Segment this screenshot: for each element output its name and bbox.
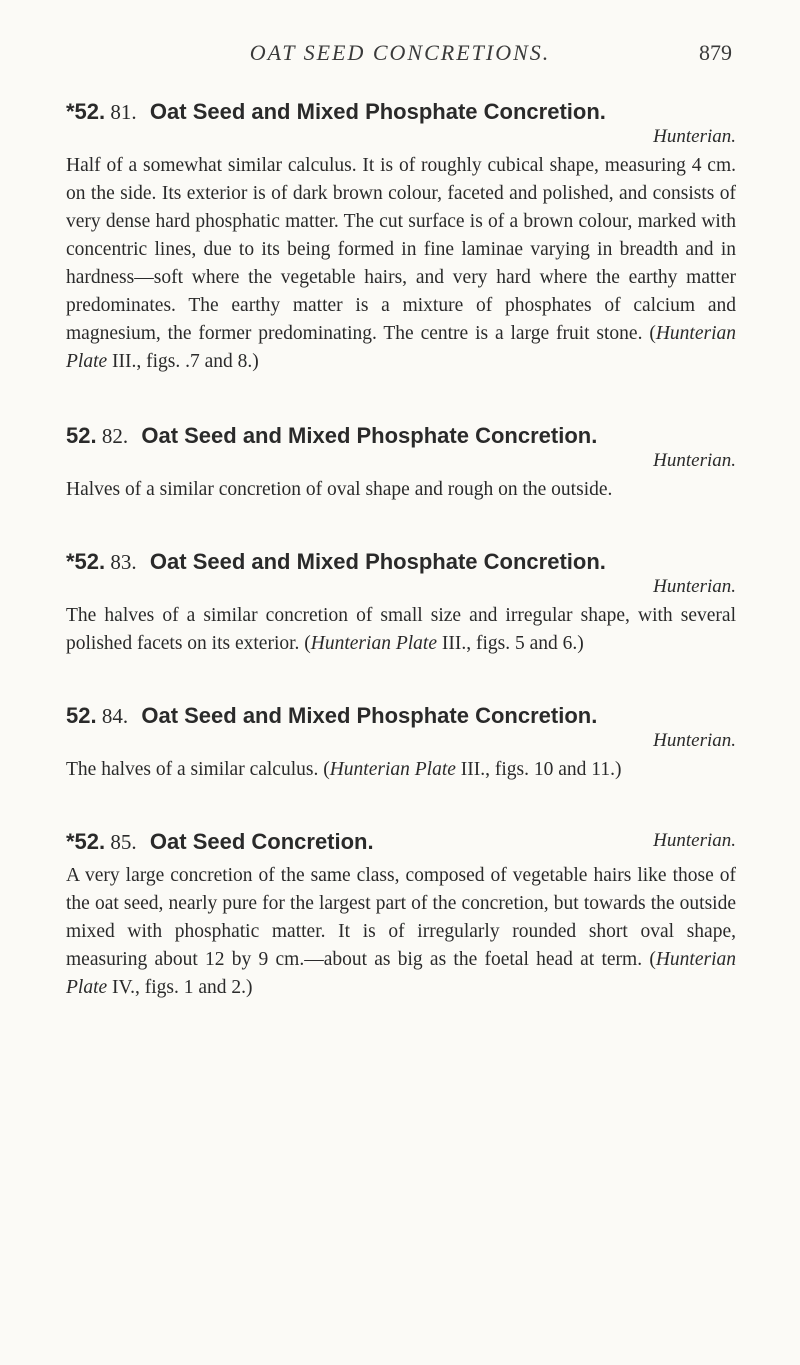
entry-body-text: Half of a somewhat similar calculus. It is of roughly cubical shape, measuring 4 cm. on the side. Its exterior is of dark brown colour, faceted and polished, and consists of very dense hard phosphatic matter. The cut surface is of a brown colour, marked with concentric lines, due to its being formed in fine laminae varying in breadth and in hardness—soft where the vegetable hairs, and very hard where the earthy matter predominates. The earthy matter is a mixture of phosphates of calcium and magnesium, the former predominating. The centre is a large fruit stone. (	[66, 155, 736, 344]
entry-sub-number: 85.	[110, 830, 137, 854]
entry-title: Oat Seed and Mixed Phosphate Concretion.	[149, 549, 606, 574]
entry-description	[66, 476, 736, 504]
entry-source: Hunterian.	[653, 576, 736, 597]
entry-body-tail: III., figs. 10 and 11.)	[455, 759, 622, 780]
entry-description	[66, 862, 736, 1002]
entry-title: Oat Seed and Mixed Phosphate Concretion.	[141, 703, 598, 728]
entry-source: Hunterian.	[653, 830, 736, 851]
entry-number: 52.	[66, 423, 97, 448]
catalogue-entries	[66, 98, 736, 1046]
plate-reference: Hunterian Plate	[310, 633, 437, 654]
entry-number: *52.	[66, 549, 106, 574]
entry-sub-number: 82.	[101, 424, 129, 448]
entry-body-tail: III., figs. 5 and 6.)	[436, 633, 584, 654]
page-number: 879	[699, 40, 732, 65]
entry-title: Oat Seed and Mixed Phosphate Concretion.	[141, 423, 598, 448]
entry-number: 52.	[66, 703, 97, 728]
entry-title: Oat Seed Concretion.	[149, 829, 374, 854]
entry-heading	[66, 702, 736, 730]
entry-description	[66, 602, 736, 658]
running-head	[0, 40, 800, 80]
plate-reference: Hunterian Plate	[66, 949, 736, 998]
entry-description	[66, 756, 736, 784]
entry-heading	[66, 422, 736, 450]
entry-body-tail: III., figs. .7 and 8.)	[107, 351, 259, 372]
catalogue-entry	[66, 548, 736, 658]
entry-body-text: Halves of a similar concretion of oval shape and rough on the outside.	[66, 479, 613, 500]
entry-source: Hunterian.	[653, 730, 736, 751]
entry-number: *52.	[66, 829, 106, 854]
entry-source: Hunterian.	[653, 450, 736, 471]
entry-body-text: The halves of a similar calculus. (	[66, 759, 330, 780]
entry-heading	[66, 828, 736, 856]
entry-body-tail: IV., figs. 1 and 2.)	[107, 977, 253, 998]
entry-number: *52.	[66, 99, 106, 124]
plate-reference: Hunterian Plate	[66, 323, 736, 372]
entry-sub-number: 84.	[101, 704, 129, 728]
catalogue-entry	[66, 702, 736, 784]
entry-title: Oat Seed and Mixed Phosphate Concretion.	[149, 99, 606, 124]
catalogue-entry	[66, 828, 736, 1002]
entry-description	[66, 152, 736, 376]
plate-reference: Hunterian Plate	[329, 759, 456, 780]
entry-source: Hunterian.	[653, 126, 736, 147]
entry-heading	[66, 98, 736, 126]
catalogue-entry	[66, 422, 736, 504]
entry-heading	[66, 548, 736, 576]
catalogue-entry	[66, 98, 736, 376]
entry-sub-number: 81.	[110, 100, 137, 124]
entry-body-text: A very large concretion of the same class, composed of vegetable hairs like those of the oat seed, nearly pure for the largest part of the concretion, but towards the outside mixed with phosphatic matter. It is of irregularly rounded short oval shape, measuring about 12 by 9 cm.—about as big as the foetal head at term. (	[66, 865, 736, 970]
running-title: OAT SEED CONCRETIONS.	[249, 40, 551, 65]
entry-body-text: The halves of a similar concretion of small size and irregular shape, with several polished facets on its exterior. (	[66, 605, 736, 654]
entry-sub-number: 83.	[110, 550, 137, 574]
